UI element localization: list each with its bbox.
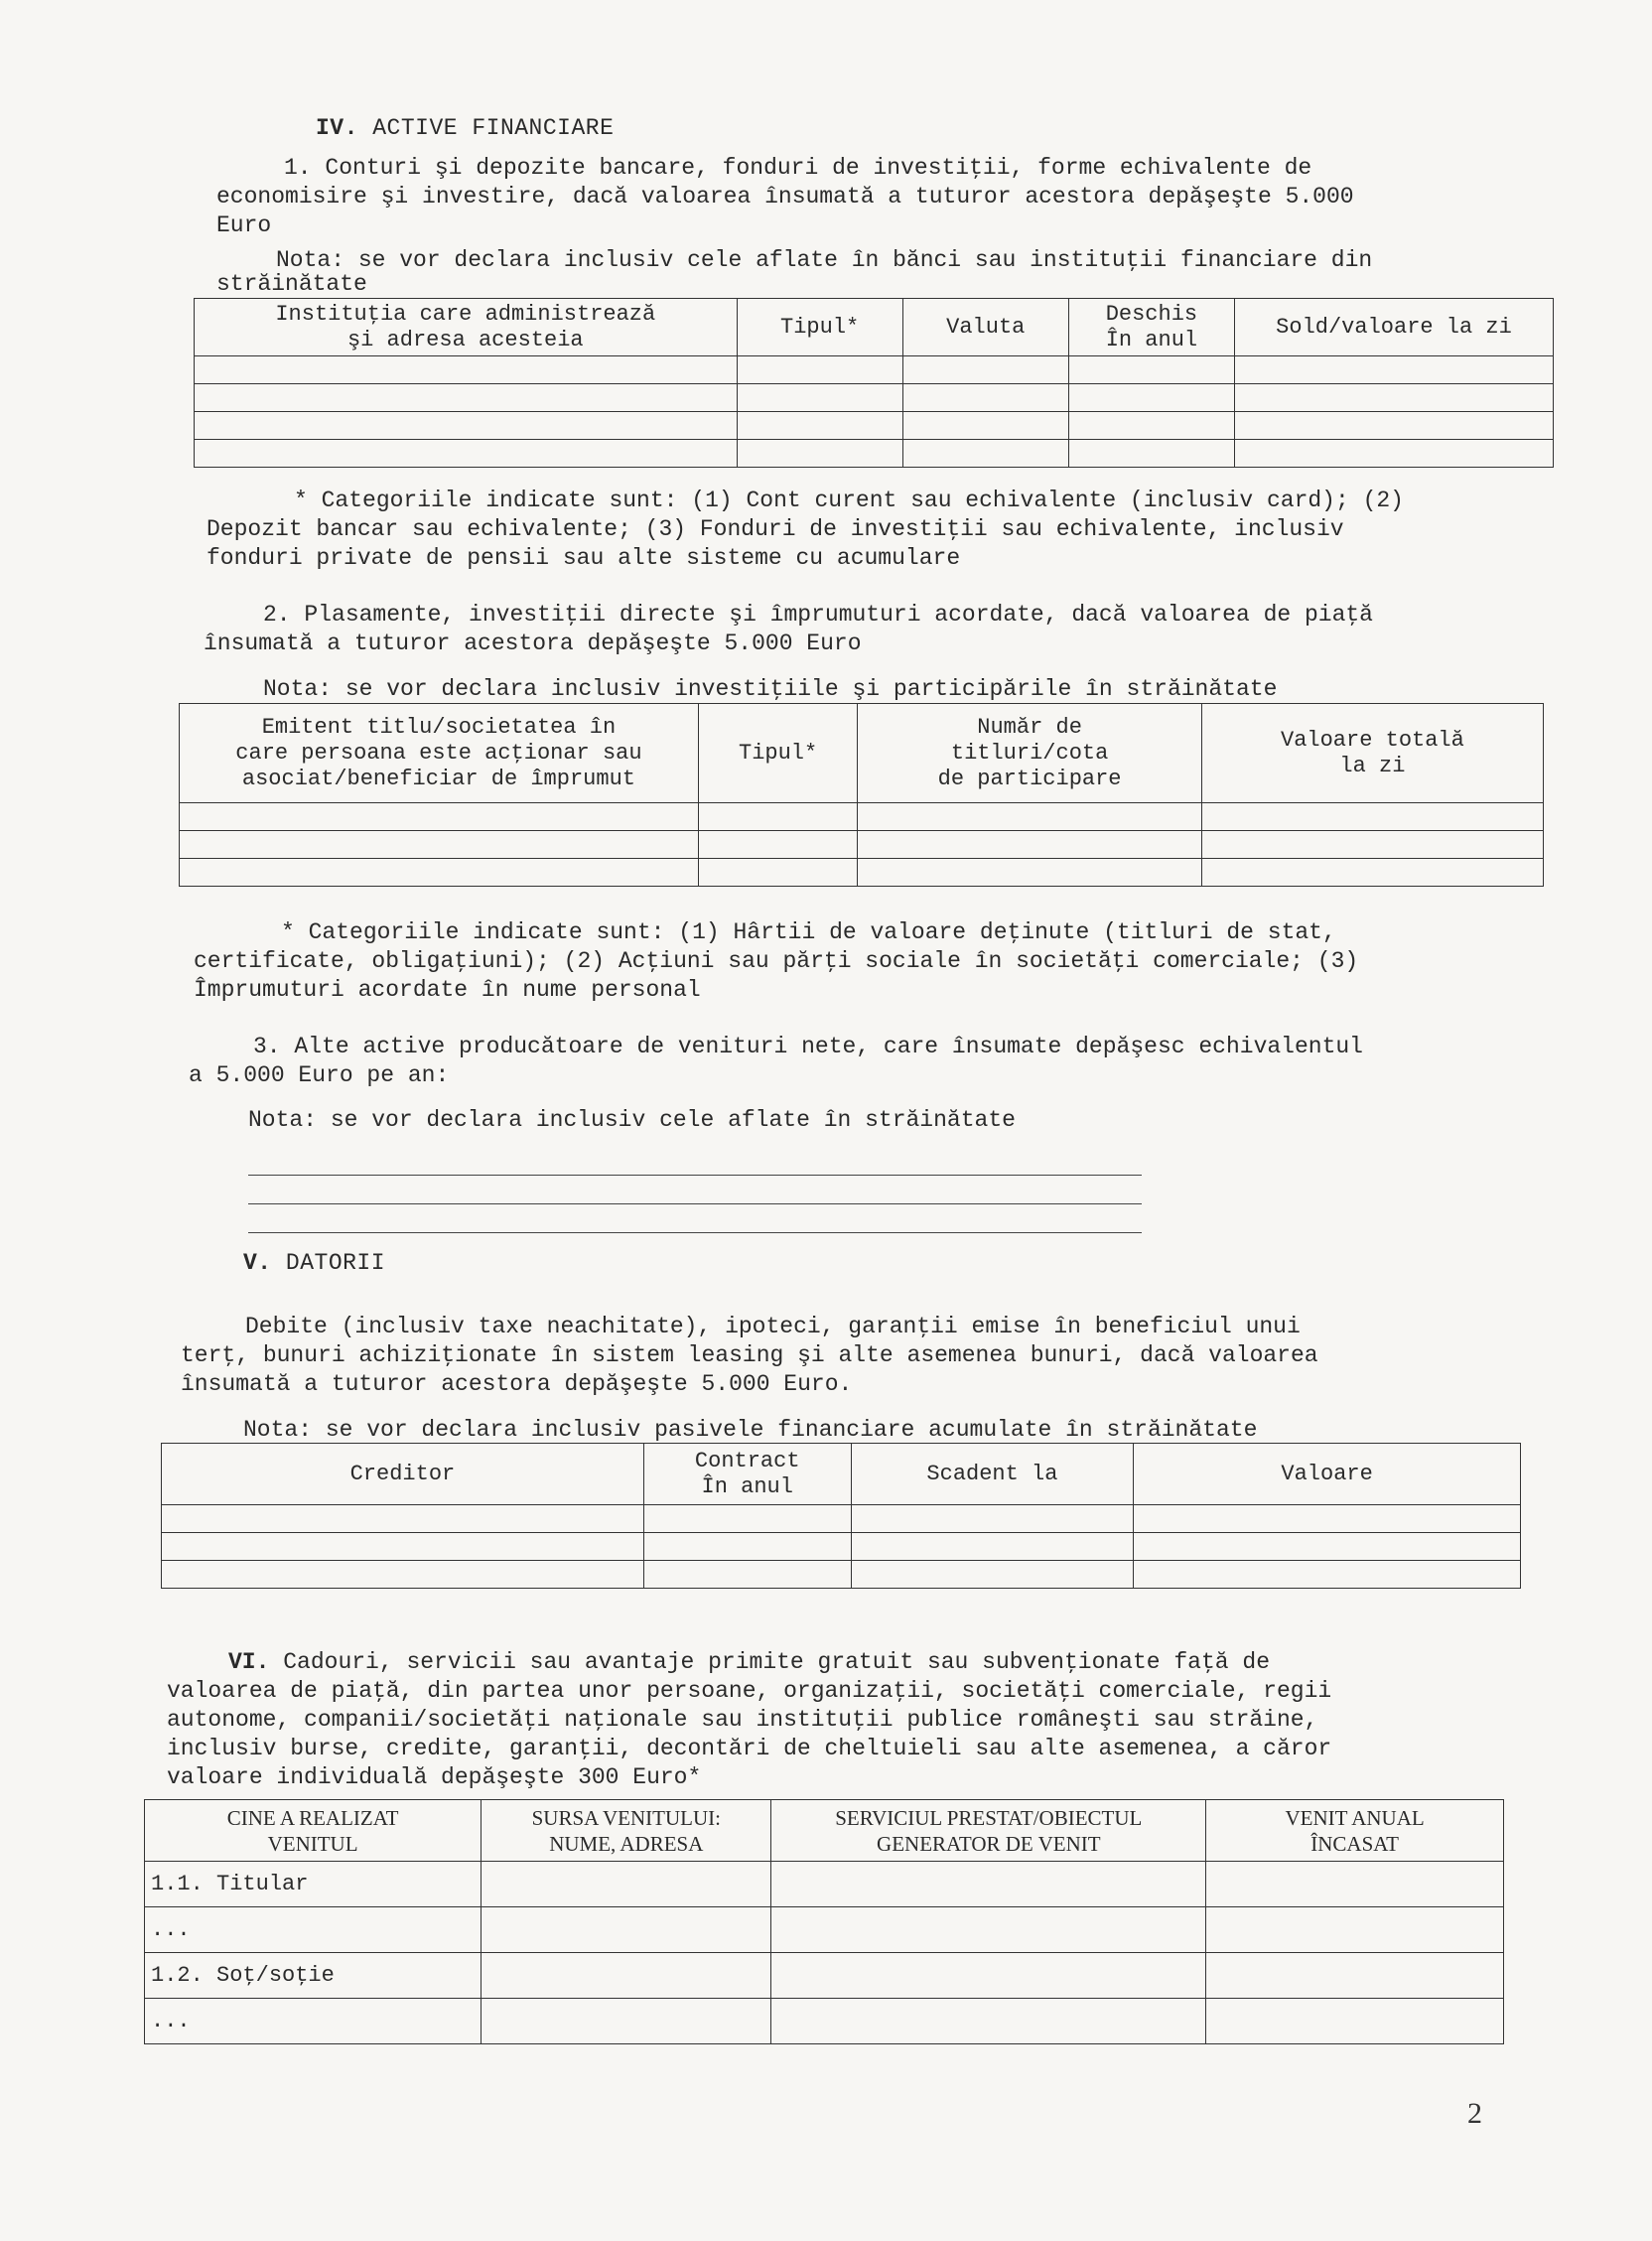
text-line: 2. Plasamente, investiţii directe şi împrumuturi acordate, dacă valoarea de piaţă [263, 602, 1373, 628]
column-header: Valoare totală la zi [1201, 704, 1543, 803]
note-line: străinătate [216, 271, 367, 297]
text-line: 3. Alte active producătoare de venituri nete, care însumate depăşesc echivalentul [253, 1034, 1363, 1059]
fill-line [248, 1203, 1142, 1204]
column-header: Emitent titlu/societatea în care persoana este acţionar sau asociat/beneficiar de împrumut [180, 704, 699, 803]
note-line: Nota: se vor declara inclusiv cele aflate în bănci sau instituţii financiare din [276, 247, 1373, 273]
footnote-line: certificate, obligaţiuni); (2) Acţiuni sau părţi sociale în societăţi comerciale; (3) [194, 948, 1359, 974]
column-header: Tipul* [698, 704, 857, 803]
column-header: SERVICIUL PRESTAT/OBIECTUL GENERATOR DE VENIT [771, 1800, 1206, 1862]
footnote-line: fonduri private de pensii sau alte sisteme cu acumulare [206, 545, 961, 571]
footnote-line: Împrumuturi acordate în nume personal [194, 977, 701, 1003]
section-iv-title: ACTIVE FINANCIARE [372, 115, 615, 141]
column-header: Contract În anul [643, 1444, 851, 1505]
text-line: Cadouri, servicii sau avantaje primite gratuit sau subvenţionate faţă de [283, 1649, 1270, 1675]
column-header: CINE A REALIZAT VENITUL [145, 1800, 482, 1862]
section-v-text [181, 1313, 1318, 1399]
debts-table [161, 1443, 1521, 1589]
column-header: Valoare [1134, 1444, 1521, 1505]
section-v-note: Nota: se vor declara inclusiv pasivele financiare acumulate în străinătate [243, 1417, 1258, 1443]
text-line: valoare individuală depăşeşte 300 Euro* [167, 1764, 702, 1790]
table-row [162, 1533, 1521, 1561]
row-label: 1.2. Soţ/soţie [145, 1953, 482, 1999]
item-1-footnote [206, 487, 1404, 573]
table-row [195, 440, 1554, 468]
item-3-text [189, 1033, 1363, 1090]
text-line: însumată a tuturor acestora depăşeşte 5.000 Euro. [181, 1371, 853, 1397]
section-v-number: V. [243, 1250, 272, 1276]
table-row [180, 803, 1544, 831]
table-header-row [145, 1800, 1504, 1862]
table-row [145, 1953, 1504, 1999]
item-2-footnote [194, 918, 1358, 1005]
table-header-row [195, 299, 1554, 356]
row-label: 1.1. Titular [145, 1862, 482, 1907]
text-line: economisire şi investire, dacă valoarea însumată a tuturor acestora depăşeşte 5.000 [216, 184, 1354, 210]
fill-line [248, 1175, 1142, 1176]
section-iv-number: IV. [316, 115, 358, 141]
item-3-note: Nota: se vor declara inclusiv cele aflate în străinătate [248, 1107, 1016, 1133]
column-header: Număr de titluri/cota de participare [858, 704, 1202, 803]
section-v-title: DATORII [285, 1250, 386, 1276]
table-header-row [180, 704, 1544, 803]
column-header: Valuta [902, 299, 1068, 356]
table-row [145, 1999, 1504, 2044]
gifts-table [144, 1799, 1504, 2044]
footnote-line: * Categoriile indicate sunt: (1) Hârtii de valoare deţinute (titluri de stat, [281, 919, 1336, 945]
table-header-row [162, 1444, 1521, 1505]
item-1-note [216, 246, 1373, 297]
text-line: autonome, companii/societăţi naţionale sau instituţii publice româneşti sau străine, [167, 1707, 1318, 1733]
text-line: a 5.000 Euro pe an: [189, 1062, 450, 1088]
table-row [195, 356, 1554, 384]
bank-accounts-table [194, 298, 1554, 468]
text-line: terţ, bunuri achiziţionate în sistem leasing şi alte asemenea bunuri, dacă valoarea [181, 1342, 1318, 1368]
table-row [145, 1862, 1504, 1907]
table-row [145, 1907, 1504, 1953]
column-header: Instituţia care administrează şi adresa acesteia [195, 299, 738, 356]
footnote-line: Depozit bancar sau echivalente; (3) Fonduri de investiţii sau echivalente, inclusiv [206, 516, 1344, 542]
table-row [162, 1505, 1521, 1533]
row-label: ... [145, 1999, 482, 2044]
text-line: inclusiv burse, credite, garanţii, decontări de cheltuieli sau alte asemenea, a căror [167, 1736, 1332, 1761]
section-vi-number: VI. [228, 1649, 270, 1675]
text-line: însumată a tuturor acestora depăşeşte 5.000 Euro [204, 630, 862, 656]
investments-table [179, 703, 1544, 887]
column-header: Sold/valoare la zi [1234, 299, 1553, 356]
section-vi-text [167, 1648, 1331, 1792]
row-label: ... [145, 1907, 482, 1953]
section-v-heading [243, 1249, 385, 1278]
table-row [195, 384, 1554, 412]
item-2-note: Nota: se vor declara inclusiv investiţiile şi participările în străinătate [263, 676, 1278, 702]
text-line: 1. Conturi şi depozite bancare, fonduri de investiţii, forme echivalente de [284, 155, 1312, 181]
column-header: SURSA VENITULUI: NUME, ADRESA [482, 1800, 771, 1862]
text-line: Euro [216, 212, 272, 238]
footnote-line: * Categoriile indicate sunt: (1) Cont curent sau echivalente (inclusiv card); (2) [294, 488, 1404, 513]
item-2-text [204, 601, 1373, 658]
table-row [180, 831, 1544, 859]
column-header: Deschis În anul [1068, 299, 1234, 356]
column-header: VENIT ANUAL ÎNCASAT [1206, 1800, 1504, 1862]
text-line: Debite (inclusiv taxe neachitate), ipoteci, garanţii emise în beneficiul unui [245, 1314, 1301, 1339]
section-iv-heading [316, 114, 614, 143]
page-number: 2 [1467, 2097, 1482, 2130]
table-row [162, 1561, 1521, 1589]
column-header: Tipul* [737, 299, 902, 356]
item-1-text [216, 154, 1527, 240]
table-row [195, 412, 1554, 440]
fill-line [248, 1232, 1142, 1233]
text-line: valoarea de piaţă, din partea unor persoane, organizaţii, societăţi comerciale, regii [167, 1678, 1332, 1704]
column-header: Scadent la [851, 1444, 1134, 1505]
column-header: Creditor [162, 1444, 644, 1505]
table-row [180, 859, 1544, 887]
